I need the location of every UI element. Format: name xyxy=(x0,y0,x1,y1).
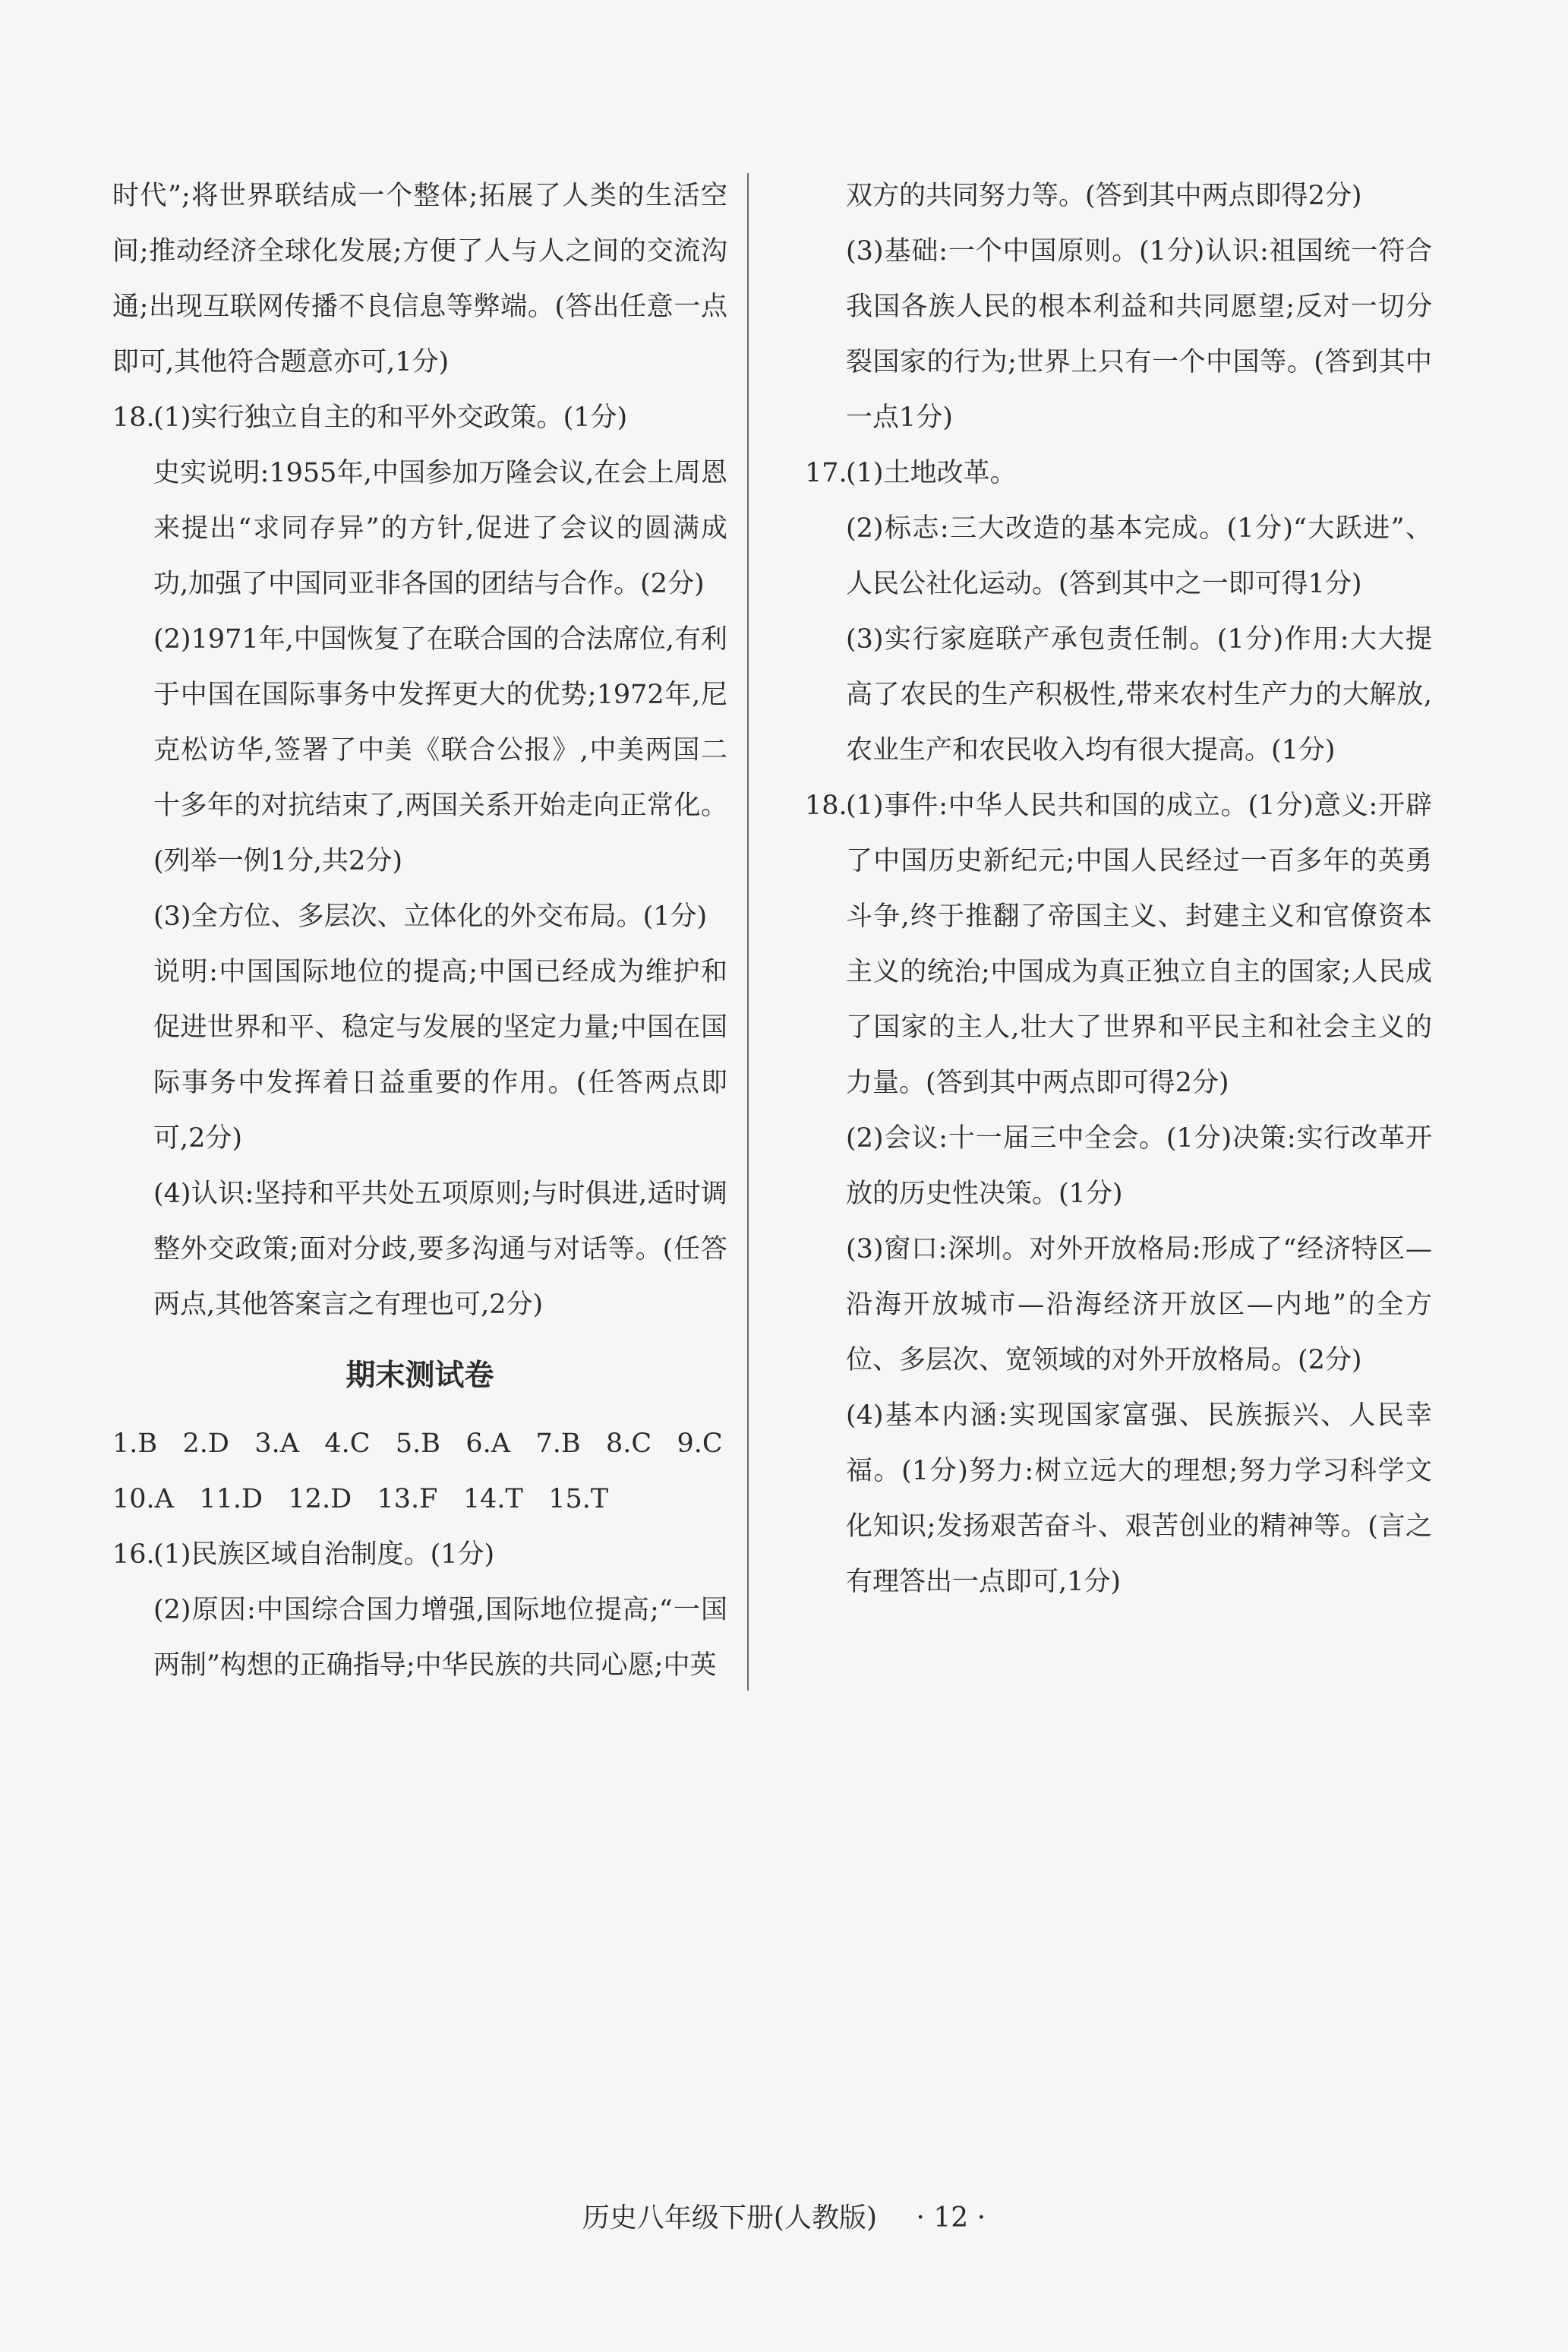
answer-part: (2)会议:十一届三中全会。(1分)决策:实行改革开放的历史性决策。(1分) xyxy=(846,1123,1432,1209)
question-16 xyxy=(112,1527,727,1694)
answer-part: (2)标志:三大改造的基本完成。(1分)“大跃进”、人民公社化运动。(答到其中之一即可得1分) xyxy=(846,513,1432,599)
answer-part: (1)民族区域自治制度。(1分) xyxy=(153,1539,495,1570)
answer-part: (3)实行家庭联产承包责任制。(1分)作用:大大提高了农民的生产积极性,带来农村生产力的大解放,农业生产和农民收入均有很大提高。(1分) xyxy=(846,624,1432,766)
answer-part: (3)基础:一个中国原则。(1分)认识:祖国统一符合我国各族人民的根本利益和共同愿望;反对一切分裂国家的行为;世界上只有一个中国等。(答到其中一点1分) xyxy=(846,236,1432,433)
question-number: 18. xyxy=(805,791,847,821)
right-column xyxy=(805,169,1432,1610)
intro-paragraph: 时代”;将世界联结成一个整体;拓展了人类的生活空间;推动经济全球化发展;方便了人与人之间的交流沟通;出现互联网传播不良信息等弊端。(答出任意一点即可,其他符合题意亦可,1分) xyxy=(112,181,727,377)
choice-answers xyxy=(112,1416,727,1527)
answer-part: 双方的共同努力等。(答到其中两点即得2分) xyxy=(846,181,1362,211)
question-body xyxy=(153,1527,727,1694)
question-body xyxy=(846,169,1432,446)
book-title: 历史八年级下册(人教版) xyxy=(582,2202,878,2234)
question-number: 17. xyxy=(805,458,847,488)
left-column xyxy=(112,169,727,1694)
answer-part: (1)土地改革。 xyxy=(846,458,1017,488)
question-18-right xyxy=(805,778,1432,1610)
question-number: 18. xyxy=(112,403,155,433)
question-16-continued xyxy=(805,169,1432,446)
column-divider xyxy=(747,173,749,1691)
answer-part: (4)基本内涵:实现国家富强、民族振兴、人民幸福。(1分)努力:树立远大的理想;努力学习科学文化知识;发扬艰苦奋斗、艰苦创业的精神等。(言之有理答出一点即可,1分) xyxy=(846,1400,1432,1597)
question-number: 16. xyxy=(112,1539,155,1570)
answers-line: 10.A 11.D 12.D 13.F 14.T 15.T xyxy=(112,1484,609,1514)
question-body xyxy=(846,778,1432,1610)
answers-line: 1.B 2.D 3.A 4.C 5.B 6.A 7.B 8.C 9.C xyxy=(112,1429,723,1459)
answer-part: (2)1971年,中国恢复了在联合国的合法席位,有利于中国在国际事务中发挥更大的优势;1972年,尼克松访华,签署了中美《联合公报》,中美两国二十多年的对抗结束了,两国关系开始走向正常化。(列举一例1分,共2分) xyxy=(153,624,727,876)
page-number: · 12 · xyxy=(916,2202,986,2234)
section-title: 期末测试卷 xyxy=(345,1359,494,1393)
answer-part: (2)原因:中国综合国力增强,国际地位提高;“一国两制”构想的正确指导;中华民族的共同心愿;中英 xyxy=(153,1595,727,1681)
answer-part: (1)事件:中华人民共和国的成立。(1分)意义:开辟了中国历史新纪元;中国人民经过一百多年的英勇斗争,终于推翻了帝国主义、封建主义和官僚资本主义的统治;中国成为真正独立自主的国家;人民成了国家的主人,壮大了世界和平民主和社会主义的力量。(答到其中两点即可得2分) xyxy=(846,791,1432,1098)
question-body xyxy=(846,446,1432,778)
question-17 xyxy=(805,446,1432,778)
question-18-left xyxy=(112,390,727,1333)
answer-part: (3)窗口:深圳。对外开放格局:形成了“经济特区—沿海开放城市—沿海经济开放区—内地”的全方位、多层次、宽领域的对外开放格局。(2分) xyxy=(846,1234,1432,1375)
answer-part: 史实说明:1955年,中国参加万隆会议,在会上周恩来提出“求同存异”的方针,促进了会议的圆满成功,加强了中国同亚非各国的团结与合作。(2分) xyxy=(153,458,727,599)
answer-part: (3)全方位、多层次、立体化的外交布局。(1分) xyxy=(153,901,708,932)
page-footer xyxy=(0,2196,1568,2235)
answer-part: (4)认识:坚持和平共处五项原则;与时俱进,适时调整外交政策;面对分歧,要多沟通与对话等。(任答两点,其他答案言之有理也可,2分) xyxy=(153,1179,727,1320)
question-body xyxy=(153,390,727,1333)
answer-part: (1)实行独立自主的和平外交政策。(1分) xyxy=(153,403,628,433)
answer-part: 说明:中国国际地位的提高;中国已经成为维护和促进世界和平、稳定与发展的坚定力量;中国在国际事务中发挥着日益重要的作用。(任答两点即可,2分) xyxy=(153,957,727,1154)
